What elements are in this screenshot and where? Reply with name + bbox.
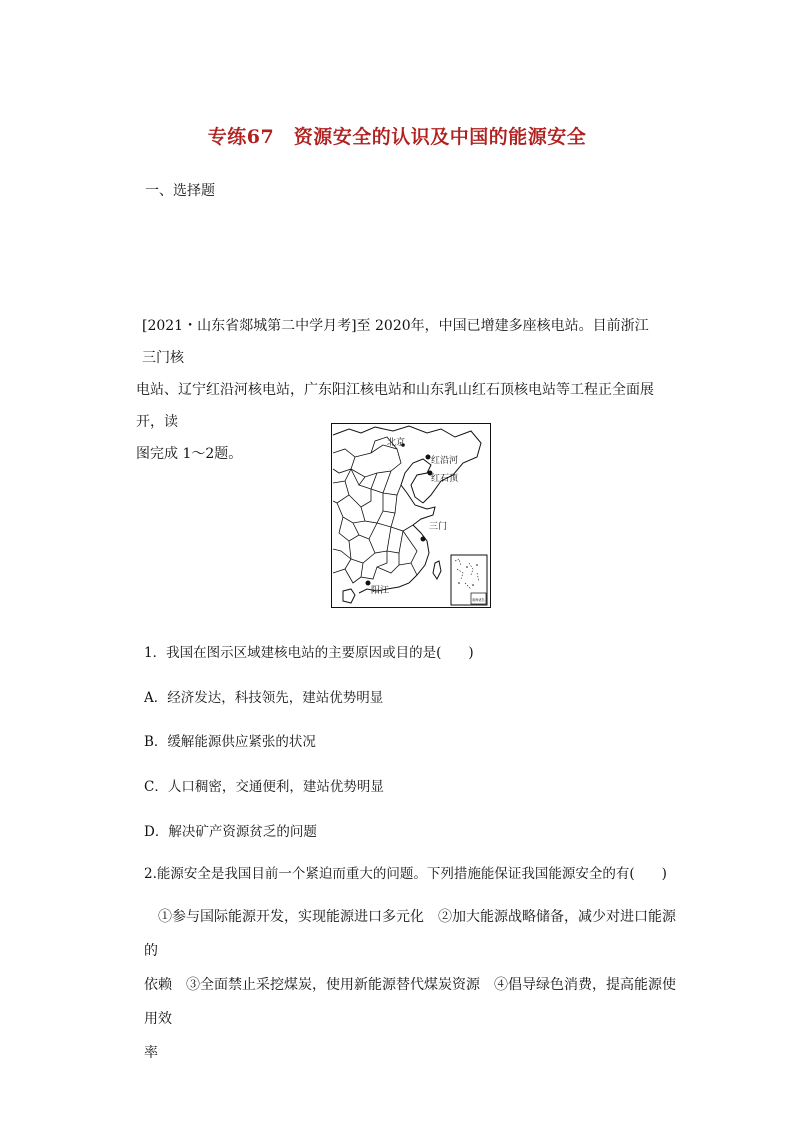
question-1-option-d: D．解决矿产资源贫乏的问题 — [144, 824, 317, 840]
beijing-label: 北京 — [387, 438, 406, 448]
hongshiding-label: 红石顶 — [431, 474, 459, 484]
yangjiang-label: 阳江 — [371, 586, 390, 596]
inset-label: 南海诸岛 — [472, 598, 485, 602]
question-2-stem: 2.能源安全是我国目前一个紧迫而重大的问题。下列措施能保证我国能源安全的有( ) — [144, 866, 667, 882]
sanmen-dot — [421, 537, 426, 542]
sanmen-label: 三门 — [429, 522, 448, 532]
south-china-sea-inset — [451, 555, 487, 605]
question-2-items-line-3: 率 — [144, 1045, 158, 1061]
section-heading: 一、选择题 — [145, 183, 215, 199]
question-2-items-line-2: 依赖 ③全面禁止采挖煤炭，使用新能源替代煤炭资源 ④倡导绿色消费，提高能源使用效 — [144, 977, 676, 1027]
question-1-option-a: A．经济发达，科技领先，建站优势明显 — [144, 690, 384, 706]
yangjiang-dot — [366, 581, 371, 586]
hongyanhe-dot — [426, 455, 431, 460]
question-1-option-b: B．缓解能源供应紧张的状况 — [144, 734, 316, 750]
hongyanhe-label: 红沿河 — [431, 456, 459, 466]
intro-line-3: 图完成 1～2题。 — [136, 446, 243, 462]
page-title: 专练67 资源安全的认识及中国的能源安全 — [207, 126, 587, 148]
question-2-items — [144, 900, 684, 1070]
question-1-option-c: C．人口稠密，交通便利，建站优势明显 — [144, 779, 384, 795]
intro-line-2: 电站、辽宁红沿河核电站，广东阳江核电站和山东乳山红石顶核电站等工程正全面展开，读 — [136, 382, 654, 430]
intro-line-1: [2021・山东省郯城第二中学月考]至 2020年，中国已增建多座核电站。目前浙江三门核 — [142, 318, 649, 366]
question-1-stem: 1．我国在图示区域建核电站的主要原因或目的是( ) — [144, 645, 474, 661]
nuclear-plant-map — [331, 423, 491, 608]
question-2-items-line-1: ①参与国际能源开发，实现能源进口多元化 ②加大能源战略储备，减少对进口能源的 — [144, 909, 676, 959]
